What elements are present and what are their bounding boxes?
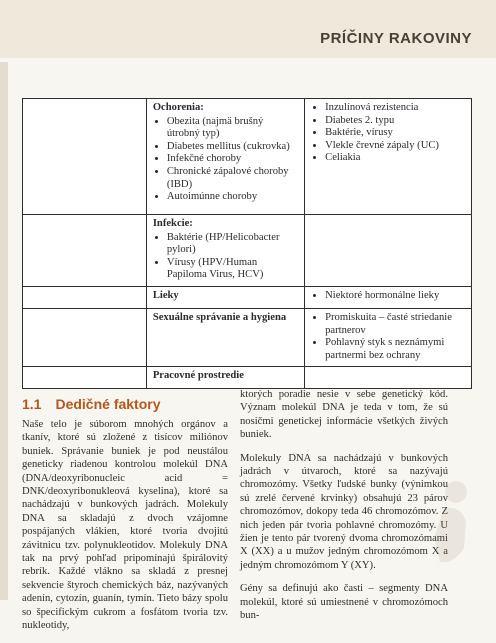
margin-band (0, 62, 8, 600)
table-cell-empty (23, 215, 147, 287)
table-cell-category (146, 215, 304, 287)
table-row (23, 367, 472, 389)
list-item: • Niektoré hormonálne lieky (325, 290, 465, 303)
list-item: • Vírusy (HPV/Human Papiloma Virus, HCV) (167, 257, 298, 282)
paragraph: ktorých poradie nesie v sebe genetický kód. Význam molekúl DNA je teda v tom, že sú nosičmi genetickej informácie všetkých živých buniek. (240, 389, 448, 441)
table-cell-empty (23, 308, 147, 366)
list-item: • Diabetes mellitus (cukrovka) (167, 141, 298, 154)
table-cell-category (146, 99, 304, 215)
table-row (23, 99, 472, 215)
left-column (22, 418, 228, 643)
category-title: Sexuálne správanie a hygiena (152, 311, 287, 323)
list-item: • Diabetes 2. typu (325, 115, 465, 128)
examples-list (311, 290, 465, 303)
list-item: • Autoimúnne choroby (167, 191, 298, 204)
running-header: PRÍČINY RAKOVINY (320, 30, 472, 47)
category-title: Ochorenia: (152, 102, 204, 113)
list-item: • Chronické zápalové choroby (IBD) (167, 166, 298, 191)
table-cell-examples (305, 99, 472, 215)
examples-list (311, 312, 465, 362)
table-cell-category (146, 308, 304, 366)
table-cell-examples (305, 367, 472, 389)
table-cell-examples (305, 308, 472, 366)
list-item: • Baktérie (HP/Helicobacter pylori) (167, 232, 298, 257)
causes-table (22, 98, 472, 389)
list-item: • Baktérie, vírusy (325, 127, 465, 140)
table-cell-empty (23, 367, 147, 389)
section-number: 1.1 (22, 396, 42, 412)
list-item: • Infekčné choroby (167, 153, 298, 166)
header-band (0, 0, 496, 58)
table-cell-examples (305, 215, 472, 287)
table-cell-empty (23, 99, 147, 215)
list-item: • Inzulínová rezistencia (325, 102, 465, 115)
table-cell-empty (23, 286, 147, 308)
category-title: Pracovné prostredie (152, 370, 244, 382)
examples-list (311, 102, 465, 165)
list-item: • Pohlavný styk s neznámymi partnermi bez ochrany (325, 337, 465, 362)
category-title: Infekcie: (152, 218, 193, 229)
paragraph: Gény sa definujú ako časti – segmenty DNA molekúl, ktoré sú umiestnené v chromozómoch bun- (240, 583, 448, 622)
category-list (153, 232, 298, 282)
list-item: • Vlekle črevné zápaly (UC) (325, 140, 465, 153)
paragraph: Molekuly DNA sa nachádzajú v bunkových jadrách v útvaroch, ktoré sa nazývajú chromozómy. Všetky ľudské bunky (výnimkou sú zrelé červené krvinky) obsahujú 23 párov chromozómov, dokopy teda 46 chromozómov. Z nich jeden pár tvoria pohlavné chromozómy. U žien je tento pár tvorený dvoma chromozómami X (XX) a u mužov jedným chromozómom X a jedným chromozómom Y (XY). (240, 452, 448, 571)
list-item: • Obezita (najmä brušný útrobný typ) (167, 116, 298, 141)
table-cell-category (146, 286, 304, 308)
figure-watermark-icon (414, 478, 486, 568)
table-cell-examples (305, 286, 472, 308)
table-cell-category (146, 367, 304, 389)
category-title: Lieky (152, 289, 179, 301)
category-list (153, 116, 298, 204)
table-row (23, 308, 472, 366)
section-heading (22, 396, 161, 412)
section-title: Dedičné faktory (55, 396, 161, 412)
list-item: • Celiakia (325, 152, 465, 165)
paragraph: Naše telo je súborom mnohých orgánov a tkanív, ktoré sú zložené z tisícov miliónov buniek. Správanie buniek je pod neustálou geneticky riadenou kontrolou molekúl DNA (DNA/deoxyribonucleic acid = DNK/deoxyribonukleová kyselina), ktoré sa nachádzajú v bunkových jadrách. Molekuly DNA sa skladajú z dvoch vzájomne pospájaných vlákien, ktoré tvoria dvojitú závitnicu tzv. polynukleotidov. Molekuly DNA tak na prvý pohľad pripomínajú špirálovitý rebrík. Každé vlákno sa skladá z presnej sekvencie štyroch chemických báz, nazývaných adenín, cytozín, guanín, tymín. Tieto bázy spolu so špecifickým cukrom a fosfátom tvoria tzv. nukleotidy, (22, 419, 228, 632)
table-row (23, 215, 472, 287)
table-row (23, 286, 472, 308)
list-item: • Promiskuita – časté striedanie partnerov (325, 312, 465, 337)
